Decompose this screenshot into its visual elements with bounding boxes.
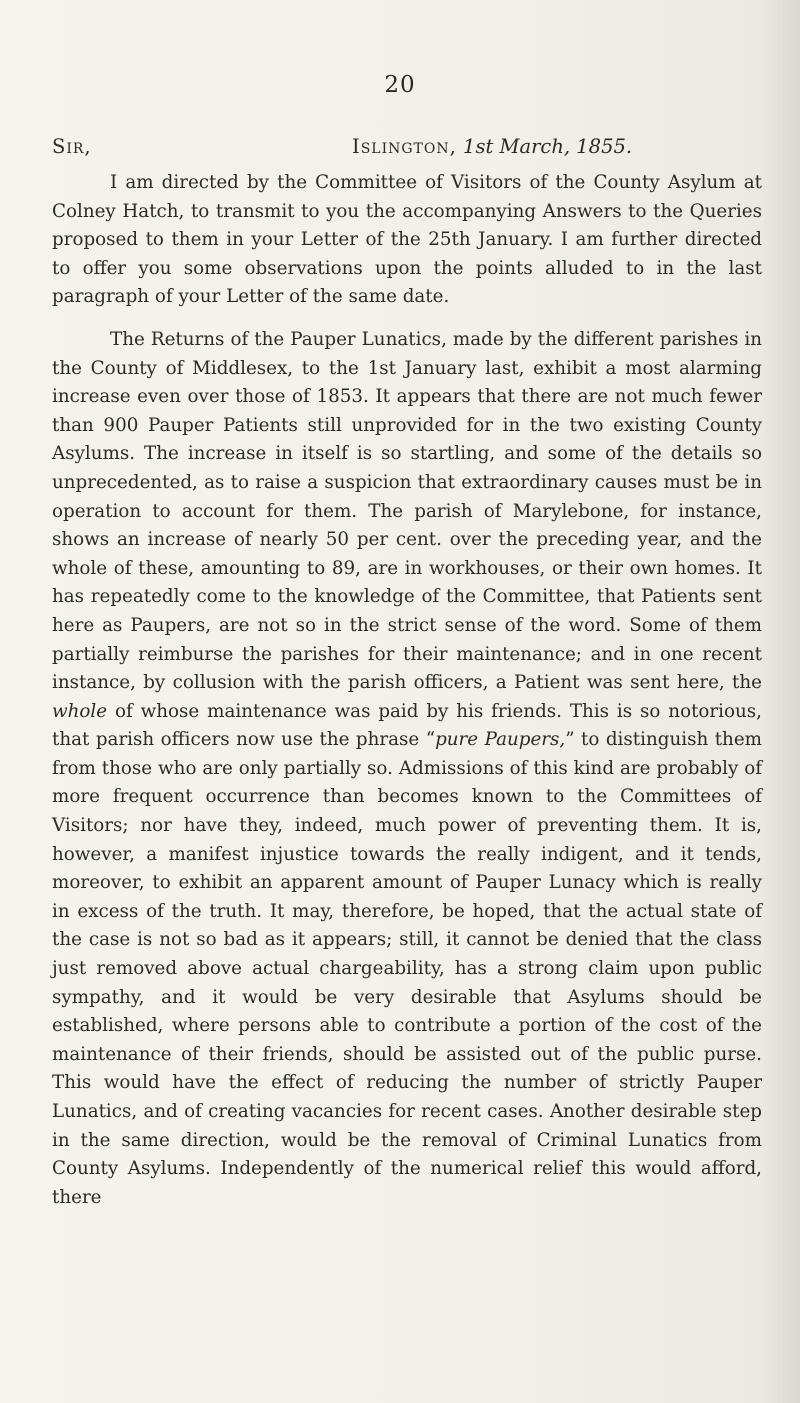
paragraph-2: [52, 326, 762, 1212]
text-segment: of whose maintenance was paid by his friends. This is so notorious, that parish officers now use the phrase “: [52, 700, 762, 751]
text-segment: The Returns of the Pauper Lunatics, made by the different parishes in the County of Middlesex, to the 1st January last, exhibit a most alarming increase even over those of 1853. It appears that there are not much fewer than 900 Pauper Patients still unprovided for in the two existing County Asylums. The increase in itself is so startling, and some of the details so unprecedented, as to raise a suspicion that extraordinary causes must be in operation to account for them. The parish of Marylebone, for instance, shows an increase of nearly 50 per cent. over the preceding year, and the whole of these, amounting to 89, are in workhouses, or their own homes. It has repeatedly come to the knowledge of the Committee, that Patients sent here as Paupers, are not so in the strict sense of the word. Some of them partially reimburse the parishes for their maintenance; and in one recent instance, by collusion with the parish officers, a Patient was sent here, the: [52, 328, 762, 694]
text-segment: ” to distinguish them from those who are only partially so. Admissions of this kind are probably of more frequent occurrence than becomes known to the Committees of Visitors; nor have they, indeed, much power of preventing them. It is, however, a manifest injustice towards the really indigent, and it tends, moreover, to exhibit an apparent amount of Pauper Lunacy which is really in excess of the truth. It may, therefore, be hoped, that the actual state of the case is not so bad as it appears; still, it cannot be denied that the class just removed above actual chargeability, has a strong claim upon public sympathy, and it would be very desirable that Asylums should be established, where persons able to contribute a portion of the cost of the maintenance of their friends, should be assisted out of the public purse. This would have the effect of reducing the number of strictly Pauper Lunatics, and of creating vacancies for recent cases. Another desirable step in the same direction, would be the removal of Criminal Lunatics from County Asylums. Independently of the numerical relief this would afford, there: [52, 729, 762, 1208]
date: 1st March, 1855.: [463, 135, 633, 158]
place: Islington,: [352, 135, 457, 158]
salutation: Sir,: [52, 135, 92, 158]
page-number: 20: [384, 72, 416, 98]
emphasis-whole: whole: [52, 700, 108, 722]
text-segment: I am directed by the Committee of Visitors of the County Asylum at Colney Hatch, to transmit to you the accompanying Answers to the Queries proposed to them in your Letter of the 25th January. I am further directed to offer you some observations upon the points alluded to in the last paragraph of your Letter of the same date.: [52, 172, 762, 308]
place-date: [352, 135, 632, 158]
salutation-line: [52, 135, 752, 158]
letter-body: [52, 169, 762, 1212]
paragraph-1: [52, 169, 762, 312]
emphasis-pure-paupers: pure Paupers,: [435, 729, 566, 751]
